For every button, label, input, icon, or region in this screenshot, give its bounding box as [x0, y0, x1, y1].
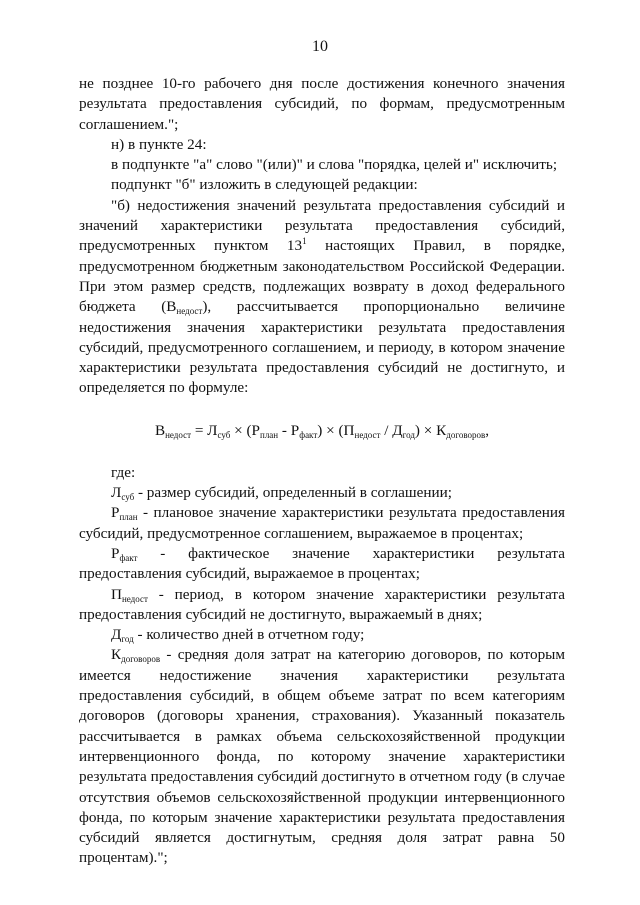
subscript: договоров: [446, 429, 486, 440]
formula-symbol: - Р: [278, 421, 300, 439]
formula-symbol: ) × (П: [317, 421, 355, 439]
definition: [79, 625, 565, 645]
text-run: "б) недостижения значений результата предоставления субсидий и значений характеристики результата предоставления субсидий, предусмотренных пунктом 13: [79, 196, 565, 255]
definition: [79, 483, 565, 503]
text-run: ), рассчитывается пропорционально величине недостижения значения характеристики результата предоставления субсидий, предусмотренного соглашением, и периоду, в котором значение характеристики результата предоставления субсидий не достигнуто, и определяется по формуле:: [79, 298, 565, 397]
paragraph: [79, 196, 565, 399]
page-number: 10: [312, 38, 328, 55]
subscript: суб: [121, 492, 135, 503]
subscript: недост: [354, 429, 381, 440]
definition: [79, 585, 565, 626]
subscript: недост: [165, 429, 192, 440]
subscript: недост: [121, 593, 148, 604]
text-run: настоящих Правил, в порядке, предусмотренном бюджетным законодательством Российской Федерации. При этом размер средств, подлежащих возврату в доход федерального бюджета (В: [79, 237, 566, 316]
definition-text: - фактическое значение характеристики результата предоставления субсидий, выражаемое в процентах;: [79, 544, 565, 583]
symbol: Р: [111, 544, 120, 562]
definition: [79, 645, 565, 868]
paragraph: в подпункте "а" слово "(или)" и слова "порядка, целей и" исключить;: [111, 156, 558, 174]
formula-symbol: × (Р: [230, 421, 260, 439]
formula-symbol: = Л: [191, 421, 218, 439]
definition-text: - плановое значение характеристики результата предоставления субсидий, предусмотренное соглашением, выражаемое в процентах;: [79, 504, 565, 542]
subscript: недост: [176, 306, 203, 317]
symbol: К: [111, 646, 122, 664]
subscript: суб: [217, 429, 231, 440]
symbol: П: [111, 585, 122, 603]
definition-text: - средняя доля затрат на категорию договоров, по которым имеется недостижение значения характеристики результата предоставления субсидий, в общем объеме затрат по всем категориям договоров (договоры хранения, страхования). Указанный показатель рассчитывается в рамках объема сельскохозяйственной продукции интервенционного фонда, по которому значение характеристики результата предоставления субсидий достигнуто в отчетном году (в случае отсутствия объемов сельскохозяйственной продукции интервенционного фонда, по которым значение характеристики результата предоставления субсидий является достигнутым, средняя доля затрат равна 50 процентам).";: [79, 646, 565, 867]
definition-text: - количество дней в отчетном году;: [133, 626, 365, 644]
paragraph: не позднее 10-го рабочего дня после достижения конечного значения результата предоставления субсидий, по формам, предусмотренным соглашением.";: [79, 75, 565, 133]
definition: [79, 544, 565, 585]
subscript: договоров: [121, 654, 161, 665]
definition: [79, 503, 565, 544]
subscript: план: [119, 512, 138, 523]
formula: [79, 421, 565, 441]
superscript: 1: [302, 236, 307, 247]
formula-symbol: В: [154, 421, 166, 439]
document-body: [79, 74, 565, 869]
paragraph: где:: [111, 463, 136, 481]
subscript: факт: [299, 429, 318, 440]
symbol: Д: [111, 626, 122, 644]
paragraph: н) в пункте 24:: [111, 135, 207, 153]
symbol: Р: [111, 504, 120, 522]
definition-text: - период, в котором значение характеристики результата предоставления субсидий не достигнуто, выражаемый в днях;: [79, 585, 565, 623]
definition-text: - размер субсидий, определенный в соглашении;: [134, 484, 452, 502]
formula-symbol: ,: [485, 421, 490, 439]
subscript: год: [402, 429, 415, 440]
subscript: факт: [119, 552, 138, 563]
formula-symbol: ) × К: [414, 421, 447, 439]
subscript: план: [260, 429, 279, 440]
symbol: Л: [111, 484, 122, 502]
formula-symbol: / Д: [380, 421, 403, 439]
paragraph: подпункт "б" изложить в следующей редакции:: [111, 176, 418, 194]
subscript: год: [121, 634, 134, 645]
